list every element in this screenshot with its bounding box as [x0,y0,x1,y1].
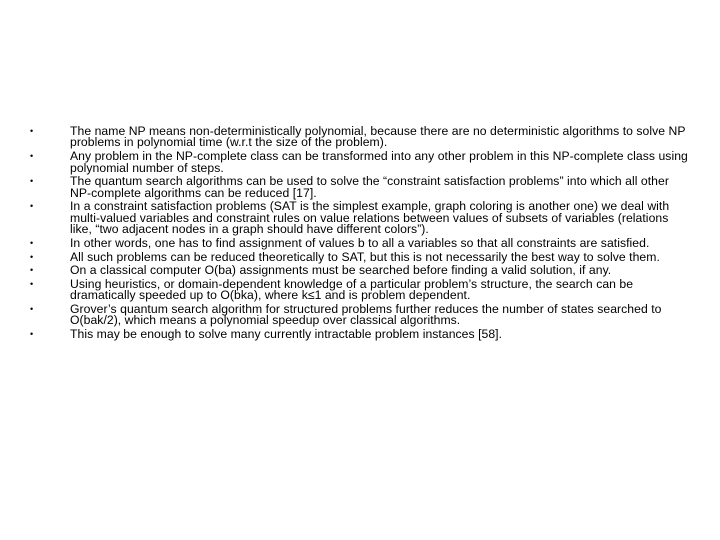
bullet-icon: • [30,329,34,340]
bullet-icon: • [30,176,34,187]
bullet-text: All such problems can be reduced theoretically to SAT, but this is not necessarily the best way to solve them. [70,249,660,264]
bullet-list [30,126,690,343]
bullet-text: This may be enough to solve many currently intractable problem instances [58]. [70,327,503,342]
list-item [30,329,690,340]
list-item [30,151,690,174]
bullet-icon: • [30,201,34,212]
bullet-text: Grover’s quantum search algorithm for structured problems further reduces the number of states searched to O(bak/2), which means a polynomial speedup over classical algorithms. [70,302,662,328]
bullet-icon: • [30,126,34,136]
list-item [30,265,690,276]
list-item [30,126,690,149]
list-item [30,249,690,264]
bullet-text: In a constraint satisfaction problems (SAT is the simplest example, graph coloring is another one) we deal with multi-valued variables and constraint rules on value relations between values of subsets of variables (relations like, “two adjacent nodes in a graph should have different colors”). [70,199,670,237]
list-item [30,201,690,235]
bullet-text: On a classical computer O(ba) assignments must be searched before finding a valid solution, if any. [70,263,612,278]
bullet-icon: • [30,265,34,276]
bullet-icon: • [30,151,34,162]
bullet-text: In other words, one has to find assignment of values b to all a variables so that all constraints are satisfied. [70,235,650,250]
bullet-icon: • [30,251,34,262]
bullet-text: Using heuristics, or domain-dependent knowledge of a particular problem’s structure, the search can be dramatically speeded up to O(bka), where k≤1 and is problem dependent. [70,276,634,303]
list-item [30,276,690,303]
list-item [30,176,690,199]
list-item [30,235,690,250]
list-item [30,304,690,327]
bullet-text: The name NP means non-deterministically polynomial, because there are no deterministic algorithms to solve NP problems in polynomial time (w.r.t the size of the problem). [70,124,686,150]
bullet-text: The quantum search algorithms can be used to solve the “constraint satisfaction problems” into which all other NP-complete algorithms can be reduced [17]. [70,174,669,200]
bullet-icon: • [30,278,34,289]
bullet-icon: • [30,237,34,248]
bullet-icon: • [30,304,34,315]
bullet-text: Any problem in the NP-complete class can be transformed into any other problem in this NP-complete class using polynomial number of steps. [70,149,688,175]
